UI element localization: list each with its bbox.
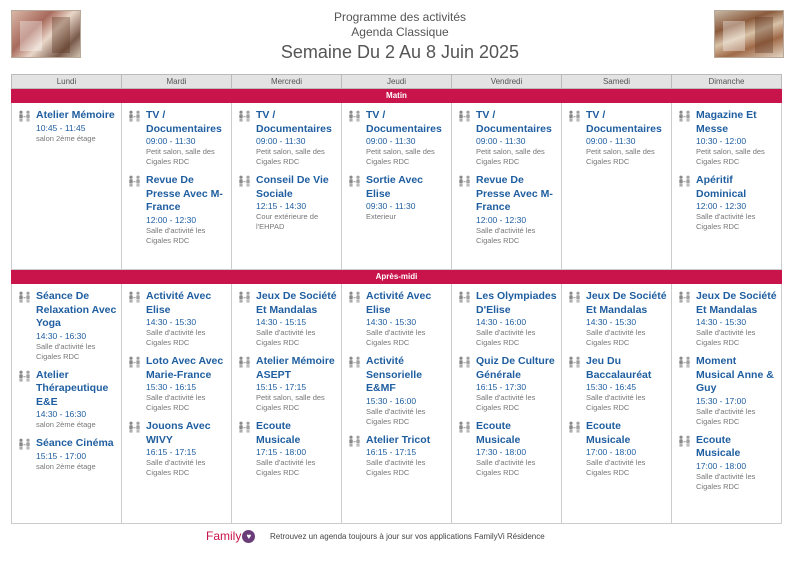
activity-place: Salle d'activité les Cigales RDC [366, 458, 426, 477]
activity-people-icon [568, 421, 582, 478]
activity-people-icon [128, 421, 142, 478]
activity-time: 09:30 - 11:30 [366, 201, 416, 211]
logo-text: Family [206, 529, 242, 543]
activity-time: 16:15 - 17:15 [146, 447, 197, 457]
activity-item[interactable] [348, 290, 447, 348]
activity-body [36, 437, 117, 472]
activity-body [366, 434, 447, 479]
activity-title[interactable]: Activité Sensorielle E&MF [366, 355, 423, 394]
activity-item[interactable] [238, 355, 337, 413]
activity-time: 14:30 - 15:30 [366, 317, 417, 327]
activity-people-icon [458, 291, 472, 348]
activity-time: 15:30 - 16:45 [586, 382, 637, 392]
activity-item[interactable] [568, 355, 667, 413]
afternoon-row [12, 284, 782, 524]
activity-time: 16:15 - 17:15 [366, 447, 417, 457]
morning-cell-dimanche [672, 103, 782, 270]
activity-place: Petit salon, salle des Cigales RDC [586, 147, 655, 166]
activity-people-icon [128, 175, 142, 246]
activity-item[interactable] [458, 109, 557, 167]
activity-time: 12:00 - 12:30 [696, 201, 747, 211]
activity-place: Salle d'activité les Cigales RDC [696, 471, 756, 491]
activity-title[interactable]: Jeux De Société Et Mandalas [696, 290, 777, 316]
activity-time: 17:15 - 18:00 [256, 447, 307, 457]
activity-title[interactable]: Ecoute Musicale [696, 433, 741, 459]
activity-place: Salle d'activité les Cigales RDC [476, 328, 536, 347]
afternoon-cell-jeudi [342, 284, 452, 524]
activity-title[interactable]: Moment Musical Anne & Guy [696, 355, 774, 394]
activity-place: Salle d'activité les Cigales RDC [366, 406, 426, 426]
afternoon-band [12, 270, 782, 284]
activity-item[interactable] [458, 290, 557, 348]
activity-item[interactable] [458, 420, 557, 478]
activity-people-icon [238, 110, 252, 167]
activity-item[interactable] [678, 290, 777, 348]
activity-body [146, 174, 227, 246]
activity-time: 17:00 - 18:00 [586, 447, 637, 457]
activity-body [696, 109, 777, 167]
activity-time: 12:15 - 14:30 [256, 201, 307, 211]
activity-title[interactable]: Ecoute Musicale [256, 420, 301, 446]
activity-body [366, 174, 447, 222]
activity-title[interactable]: Atelier Thérapeutique E&E [36, 368, 109, 408]
activity-item[interactable] [458, 174, 557, 246]
activity-people-icon [458, 356, 472, 413]
activity-people-icon [128, 356, 142, 413]
activity-time: 10:45 - 11:45 [36, 122, 86, 133]
activity-body [36, 290, 117, 362]
activity-place: Salle d'activité les Cigales RDC [586, 393, 646, 412]
activity-place: Petit salon, salle des Cigales RDC [696, 147, 765, 166]
activity-time: 09:00 - 11:30 [586, 136, 636, 146]
activity-people-icon [678, 175, 692, 232]
activity-place: Salle d'activité les Cigales RDC [146, 393, 206, 412]
afternoon-cell-vendredi [452, 284, 562, 524]
activity-people-icon [458, 175, 472, 246]
activity-time: 12:00 - 12:30 [146, 214, 197, 225]
activity-title[interactable]: Jouons Avec WIVY [146, 420, 211, 446]
afternoon-cell-mardi [122, 284, 232, 524]
activity-body [146, 290, 227, 348]
activity-place: Cour extérieure de l'EHPAD [256, 212, 319, 231]
activity-time: 14:30 - 15:30 [696, 317, 747, 327]
activity-time: 15:30 - 16:00 [366, 395, 417, 406]
activity-item[interactable] [348, 174, 447, 222]
activity-item[interactable] [238, 109, 337, 167]
activity-place: Salle d'activité les Cigales RDC [476, 458, 536, 477]
activity-title[interactable]: Atelier Mémoire ASEPT [256, 355, 335, 381]
activity-time: 12:00 - 12:30 [476, 214, 527, 225]
activity-body [696, 174, 777, 232]
activity-people-icon [18, 110, 32, 144]
morning-cell-samedi [562, 103, 672, 270]
activity-body [36, 109, 117, 144]
activity-people-icon [238, 421, 252, 478]
activity-place: Salle d'activité les Cigales RDC [696, 328, 756, 347]
activity-people-icon [18, 291, 32, 362]
activity-title[interactable]: Magazine Et Messe [696, 109, 757, 135]
day-header-lundi: Lundi [12, 75, 122, 89]
activity-item[interactable] [128, 420, 227, 478]
activity-title[interactable]: TV / Documentaires [256, 109, 332, 135]
activity-title[interactable]: Quiz De Culture Générale [476, 355, 555, 381]
day-header-row [12, 75, 782, 89]
morning-label: Matin [12, 89, 782, 103]
morning-cell-lundi [12, 103, 122, 270]
activity-time: 09:00 - 11:30 [476, 136, 526, 146]
activity-item[interactable] [238, 420, 337, 478]
activity-people-icon [128, 291, 142, 348]
activity-item[interactable] [568, 109, 667, 167]
activity-place: Salle d'activité les Cigales RDC [256, 328, 316, 347]
activity-body [256, 290, 337, 348]
activity-time: 09:00 - 11:30 [146, 136, 196, 146]
morning-cell-mardi [122, 103, 232, 270]
activity-time: 17:30 - 18:00 [476, 447, 527, 457]
activity-people-icon [18, 438, 32, 472]
activity-people-icon [348, 291, 362, 348]
activity-time: 09:00 - 11:30 [366, 136, 416, 146]
activity-item[interactable] [18, 437, 117, 472]
activity-place: Petit salon, salle des Cigales RDC [256, 393, 325, 412]
activity-people-icon [348, 356, 362, 427]
activity-title[interactable]: Séance De Relaxation Avec Yoga [36, 290, 117, 329]
activity-title[interactable]: Loto Avec Avec Marie-France [146, 355, 224, 381]
activity-title[interactable]: TV / Documentaires [366, 109, 442, 135]
activity-title[interactable]: Revue De Presse Avec M-France [146, 174, 223, 213]
activity-place: Salle d'activité les Cigales RDC [366, 328, 426, 347]
activity-title[interactable]: Activité Avec Elise [146, 290, 212, 316]
activity-title[interactable]: Jeux De Société Et Mandalas [256, 290, 337, 316]
activity-people-icon [458, 110, 472, 167]
activity-place: Salle d'activité les Cigales RDC [696, 406, 756, 426]
activity-place: salon 2ème étage [36, 461, 96, 471]
activity-body [146, 109, 227, 167]
agenda-type: Agenda Classique [351, 25, 449, 39]
activity-item[interactable] [678, 355, 777, 427]
morning-cell-jeudi [342, 103, 452, 270]
day-header-mercredi: Mercredi [232, 75, 342, 89]
activity-item[interactable] [348, 355, 447, 427]
afternoon-cell-dimanche [672, 284, 782, 524]
activity-title[interactable]: Atelier Mémoire [36, 109, 115, 121]
activity-title[interactable]: TV / Documentaires [146, 109, 222, 135]
activity-place: Salle d'activité les Cigales RDC [146, 458, 206, 477]
activity-time: 09:00 - 11:30 [256, 136, 306, 146]
activity-place: Petit salon, salle des Cigales RDC [256, 147, 325, 166]
activity-time: 14:30 - 16:30 [36, 330, 87, 341]
activity-title[interactable]: Séance Cinéma [36, 437, 114, 449]
activity-body [696, 355, 777, 427]
activity-place: Exterieur [366, 212, 397, 221]
activity-people-icon [568, 110, 582, 167]
activity-body [586, 420, 667, 478]
activity-body [366, 355, 447, 427]
program-label: Programme des activités [333, 10, 467, 24]
activity-body [586, 355, 667, 413]
activity-time: 14:30 - 16:30 [36, 409, 87, 419]
activity-people-icon [678, 356, 692, 427]
activity-place: Petit salon, salle des Cigales RDC [146, 147, 215, 166]
activity-title[interactable]: Apéritif Dominical [696, 174, 747, 200]
activity-body [366, 109, 447, 167]
activity-title[interactable]: TV / Documentaires [476, 109, 552, 135]
activity-body [476, 109, 557, 167]
activity-people-icon [238, 175, 252, 232]
activity-body [586, 109, 667, 167]
afternoon-cell-mercredi [232, 284, 342, 524]
activity-place: Salle d'activité les Cigales RDC [146, 328, 206, 347]
weekly-schedule-table [11, 74, 782, 524]
day-header-vendredi: Vendredi [452, 75, 562, 89]
activity-people-icon [128, 110, 142, 167]
activity-time: 15:15 - 17:00 [36, 450, 87, 461]
activity-title[interactable]: Jeux De Société Et Mandalas [586, 290, 667, 316]
activity-place: Salle d'activité les Cigales RDC [476, 393, 536, 412]
day-header-mardi: Mardi [122, 75, 232, 89]
day-header-dimanche: Dimanche [672, 75, 782, 89]
activity-item[interactable] [678, 434, 777, 492]
activity-item[interactable] [128, 355, 227, 413]
activity-body [146, 355, 227, 413]
heart-icon: ♥ [242, 530, 255, 543]
activity-people-icon [348, 435, 362, 479]
activity-place: Salle d'activité les Cigales RDC [586, 458, 646, 477]
activity-title[interactable]: Sortie Avec Elise [366, 174, 423, 200]
activity-body [476, 290, 557, 348]
activity-people-icon [18, 370, 32, 431]
activity-item[interactable] [128, 109, 227, 167]
activity-time: 15:30 - 17:00 [696, 395, 747, 406]
activity-item[interactable] [458, 355, 557, 413]
activity-title[interactable]: Conseil De Vie Sociale [256, 174, 329, 200]
activity-body [146, 420, 227, 478]
activity-item[interactable] [18, 369, 117, 431]
activity-title[interactable]: TV / Documentaires [586, 109, 662, 135]
footer-note: Retrouvez un agenda toujours à jour sur vos applications FamilyVi Résidence [270, 532, 545, 541]
day-header-samedi: Samedi [562, 75, 672, 89]
activity-place: Petit salon, salle des Cigales RDC [366, 147, 435, 166]
morning-cell-vendredi [452, 103, 562, 270]
activity-title[interactable]: Ecoute Musicale [586, 420, 631, 446]
activity-item[interactable] [18, 109, 117, 144]
activity-item[interactable] [678, 174, 777, 232]
activity-people-icon [678, 435, 692, 492]
activity-title[interactable]: Revue De Presse Avec M-France [476, 174, 553, 213]
familyvi-logo [206, 529, 255, 543]
activity-title[interactable]: Activité Avec Elise [366, 290, 432, 316]
activity-time: 15:15 - 17:15 [256, 382, 307, 392]
activity-body [696, 434, 777, 492]
activity-body [36, 369, 117, 431]
activity-item[interactable] [348, 109, 447, 167]
activity-body [366, 290, 447, 348]
activity-people-icon [348, 175, 362, 222]
morning-cell-mercredi [232, 103, 342, 270]
activity-body [476, 420, 557, 478]
activity-time: 15:30 - 16:15 [146, 382, 197, 392]
activity-item[interactable] [128, 290, 227, 348]
activity-body [256, 174, 337, 232]
page-header [0, 10, 800, 64]
activity-time: 14:30 - 15:15 [256, 317, 307, 327]
activity-body [256, 109, 337, 167]
activity-people-icon [238, 291, 252, 348]
activity-place: Salle d'activité les Cigales RDC [586, 328, 646, 347]
activity-people-icon [458, 421, 472, 478]
activity-place: Salle d'activité les Cigales RDC [476, 225, 536, 245]
afternoon-cell-samedi [562, 284, 672, 524]
activity-item[interactable] [18, 290, 117, 362]
activity-item[interactable] [128, 174, 227, 246]
activity-place: salon 2ème étage [36, 420, 96, 429]
activity-people-icon [678, 110, 692, 167]
activity-body [256, 355, 337, 413]
activity-place: Salle d'activité les Cigales RDC [256, 458, 316, 477]
activity-time: 16:15 - 17:30 [476, 382, 527, 392]
activity-item[interactable] [238, 290, 337, 348]
footer [0, 530, 800, 546]
day-header-jeudi: Jeudi [342, 75, 452, 89]
activity-body [586, 290, 667, 348]
page-title: Semaine Du 2 Au 8 Juin 2025 [280, 42, 520, 62]
activity-item[interactable] [568, 290, 667, 348]
activity-people-icon [678, 291, 692, 348]
morning-row [12, 103, 782, 270]
activity-time: 14:30 - 15:30 [586, 317, 637, 327]
activity-body [256, 420, 337, 478]
activity-title[interactable]: Jeu Du Baccalauréat [586, 355, 652, 381]
activity-people-icon [568, 356, 582, 413]
activity-people-icon [238, 356, 252, 413]
activity-item[interactable] [678, 109, 777, 167]
activity-body [696, 290, 777, 348]
activity-title[interactable]: Les Olympiades D'Elise [476, 290, 557, 316]
activity-place: salon 2ème étage [36, 133, 96, 143]
activity-item[interactable] [238, 174, 337, 232]
activity-people-icon [348, 110, 362, 167]
activity-place: Salle d'activité les Cigales RDC [36, 341, 96, 361]
activity-item[interactable] [568, 420, 667, 478]
afternoon-label: Après-midi [12, 270, 782, 284]
activity-place: Salle d'activité les Cigales RDC [146, 225, 206, 245]
activity-place: Petit salon, salle des Cigales RDC [476, 147, 545, 166]
activity-item[interactable] [348, 434, 447, 479]
activity-time: 14:30 - 16:00 [476, 317, 527, 327]
activity-time: 14:30 - 15:30 [146, 317, 197, 327]
activity-time: 10:30 - 12:00 [696, 136, 747, 146]
activity-body [476, 355, 557, 413]
activity-people-icon [568, 291, 582, 348]
afternoon-cell-lundi [12, 284, 122, 524]
activity-time: 17:00 - 18:00 [696, 460, 747, 471]
activity-body [476, 174, 557, 246]
activity-title[interactable]: Atelier Tricot [366, 433, 431, 446]
morning-band [12, 89, 782, 103]
activity-place: Salle d'activité les Cigales RDC [696, 212, 756, 231]
activity-title[interactable]: Ecoute Musicale [476, 420, 521, 446]
